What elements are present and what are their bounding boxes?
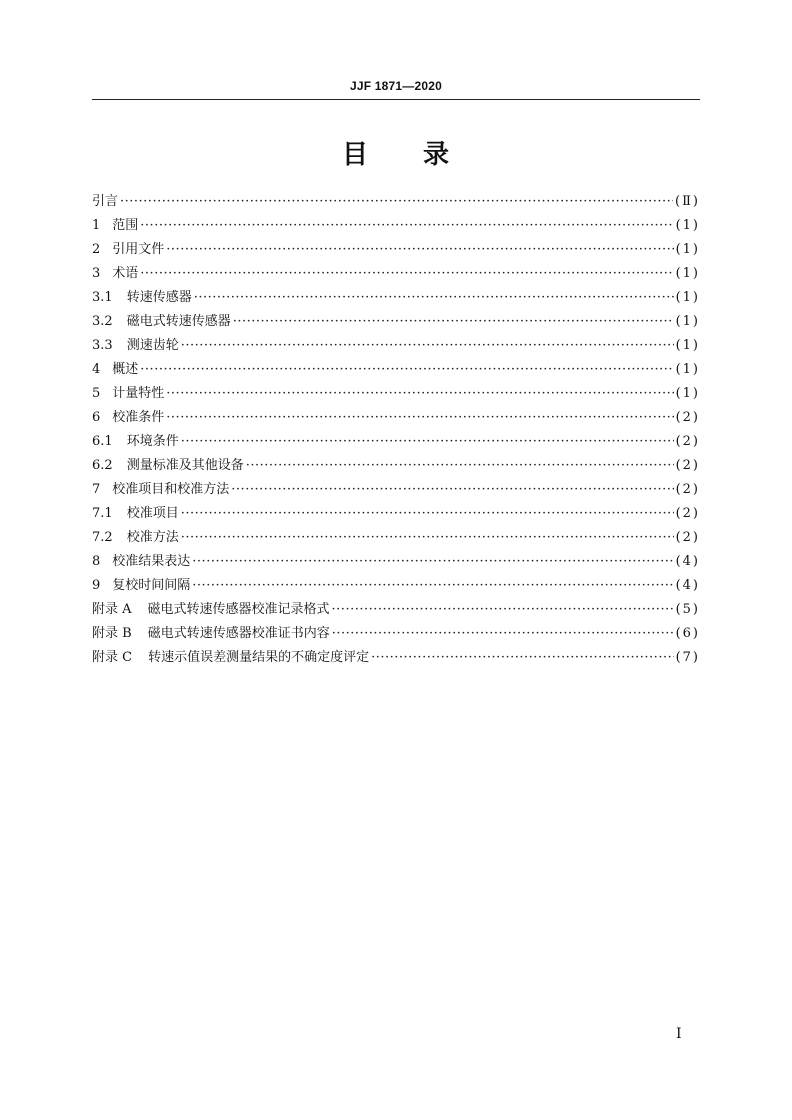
toc-entry-number: 3 bbox=[92, 266, 101, 281]
dot-leader bbox=[140, 358, 673, 382]
toc-entry-title: 概述 bbox=[112, 362, 139, 377]
toc-entry[interactable] bbox=[92, 598, 700, 622]
toc-entry-title: 测速齿轮 bbox=[126, 338, 179, 353]
dot-leader bbox=[166, 406, 673, 430]
dot-leader bbox=[246, 454, 674, 478]
toc-entry[interactable] bbox=[92, 502, 700, 526]
toc-entry-page: (1) bbox=[675, 362, 700, 377]
toc-entry[interactable] bbox=[92, 526, 700, 550]
toc-entry[interactable] bbox=[92, 262, 700, 286]
toc-entry-page: (2) bbox=[675, 458, 700, 473]
dot-leader bbox=[140, 262, 673, 286]
title-char-right: 录 bbox=[423, 140, 451, 170]
dot-leader bbox=[233, 310, 674, 334]
toc-entry-page: (7) bbox=[675, 650, 700, 665]
toc-entry-number: 7.2 bbox=[92, 530, 113, 545]
dot-leader bbox=[166, 238, 673, 262]
toc-entry[interactable] bbox=[92, 286, 700, 310]
toc-entry-title: 范围 bbox=[112, 218, 139, 233]
dot-leader bbox=[332, 598, 674, 622]
dot-leader bbox=[120, 190, 673, 214]
toc-entry-page: (2) bbox=[675, 482, 700, 497]
document-code-header: JJF 1871—2020 bbox=[349, 79, 442, 93]
toc-entry[interactable] bbox=[92, 454, 700, 478]
toc-entry[interactable] bbox=[92, 430, 700, 454]
dot-leader bbox=[231, 478, 673, 502]
toc-entry-title: 校准项目 bbox=[126, 506, 179, 521]
toc-entry-number: 3.1 bbox=[92, 290, 113, 305]
toc-entry-title: 磁电式转速传感器 bbox=[126, 314, 231, 329]
toc-entry-number: 6 bbox=[92, 410, 101, 425]
toc-entry-title: 校准方法 bbox=[126, 530, 179, 545]
toc-entry[interactable] bbox=[92, 550, 700, 574]
toc-entry-title: 校准结果表达 bbox=[112, 554, 191, 569]
page-number: I bbox=[676, 1026, 682, 1042]
toc-entry-page: (5) bbox=[675, 602, 700, 617]
dot-leader bbox=[192, 550, 673, 574]
dot-leader bbox=[181, 526, 674, 550]
toc-entry-title: 磁电式转速传感器校准证书内容 bbox=[147, 626, 330, 641]
dot-leader bbox=[181, 334, 674, 358]
dot-leader bbox=[194, 286, 674, 310]
toc-entry-title: 环境条件 bbox=[126, 434, 179, 449]
toc-entry[interactable] bbox=[92, 238, 700, 262]
toc-entry-title: 引言 bbox=[92, 194, 119, 209]
toc-entry-number: 9 bbox=[92, 578, 101, 593]
toc-entry-page: (4) bbox=[675, 578, 700, 593]
toc-entry-page: (1) bbox=[675, 314, 700, 329]
dot-leader bbox=[332, 622, 674, 646]
toc-entry-title: 引用文件 bbox=[112, 242, 165, 257]
dot-leader bbox=[192, 574, 673, 598]
title-char-left: 目 bbox=[341, 140, 369, 170]
toc-entry-title: 校准条件 bbox=[112, 410, 165, 425]
toc-entry-number: 2 bbox=[92, 242, 101, 257]
toc-entry-number: 6.2 bbox=[92, 458, 113, 473]
table-of-contents bbox=[92, 190, 700, 670]
toc-entry-page: (1) bbox=[675, 386, 700, 401]
toc-entry-page: (Ⅱ) bbox=[675, 194, 700, 209]
toc-entry-title: 复校时间间隔 bbox=[112, 578, 191, 593]
toc-entry[interactable] bbox=[92, 358, 700, 382]
toc-entry-page: (2) bbox=[675, 506, 700, 521]
dot-leader bbox=[140, 214, 673, 238]
toc-entry-number: 3.2 bbox=[92, 314, 113, 329]
toc-entry-number: 6.1 bbox=[92, 434, 113, 449]
toc-entry[interactable] bbox=[92, 646, 700, 670]
toc-entry-page: (2) bbox=[675, 530, 700, 545]
toc-entry-number: 附录 B bbox=[92, 626, 132, 641]
toc-entry-number: 7 bbox=[92, 482, 101, 497]
toc-entry-title: 转速传感器 bbox=[126, 290, 192, 305]
toc-entry[interactable] bbox=[92, 478, 700, 502]
toc-entry-page: (1) bbox=[675, 266, 700, 281]
toc-entry[interactable] bbox=[92, 382, 700, 406]
toc-entry-title: 校准项目和校准方法 bbox=[112, 482, 230, 497]
toc-entry-page: (2) bbox=[675, 434, 700, 449]
toc-entry[interactable] bbox=[92, 574, 700, 598]
toc-entry-title: 测量标准及其他设备 bbox=[126, 458, 244, 473]
toc-entry-number: 附录 A bbox=[92, 602, 132, 617]
toc-entry-title: 术语 bbox=[112, 266, 139, 281]
dot-leader bbox=[371, 646, 673, 670]
toc-entry-page: (1) bbox=[675, 290, 700, 305]
toc-entry-number: 8 bbox=[92, 554, 101, 569]
toc-entry[interactable] bbox=[92, 190, 700, 214]
dot-leader bbox=[166, 382, 673, 406]
dot-leader bbox=[181, 502, 674, 526]
toc-entry-title: 磁电式转速传感器校准记录格式 bbox=[147, 602, 330, 617]
toc-entry-number: 附录 C bbox=[92, 650, 133, 665]
toc-entry[interactable] bbox=[92, 334, 700, 358]
toc-entry-page: (1) bbox=[675, 338, 700, 353]
toc-entry-number: 1 bbox=[92, 218, 101, 233]
toc-entry-title: 转速示值误差测量结果的不确定度评定 bbox=[148, 650, 370, 665]
toc-entry[interactable] bbox=[92, 622, 700, 646]
toc-entry[interactable] bbox=[92, 406, 700, 430]
header-rule bbox=[92, 99, 700, 100]
toc-entry-page: (2) bbox=[675, 410, 700, 425]
page-title bbox=[0, 134, 792, 171]
toc-entry-number: 3.3 bbox=[92, 338, 113, 353]
toc-entry-number: 5 bbox=[92, 386, 101, 401]
toc-entry[interactable] bbox=[92, 310, 700, 334]
toc-entry-number: 4 bbox=[92, 362, 101, 377]
toc-entry-page: (1) bbox=[675, 218, 700, 233]
toc-entry-number: 7.1 bbox=[92, 506, 113, 521]
toc-entry[interactable] bbox=[92, 214, 700, 238]
toc-entry-page: (6) bbox=[675, 626, 700, 641]
toc-entry-page: (1) bbox=[675, 242, 700, 257]
dot-leader bbox=[181, 430, 674, 454]
toc-entry-title: 计量特性 bbox=[112, 386, 165, 401]
toc-entry-page: (4) bbox=[675, 554, 700, 569]
